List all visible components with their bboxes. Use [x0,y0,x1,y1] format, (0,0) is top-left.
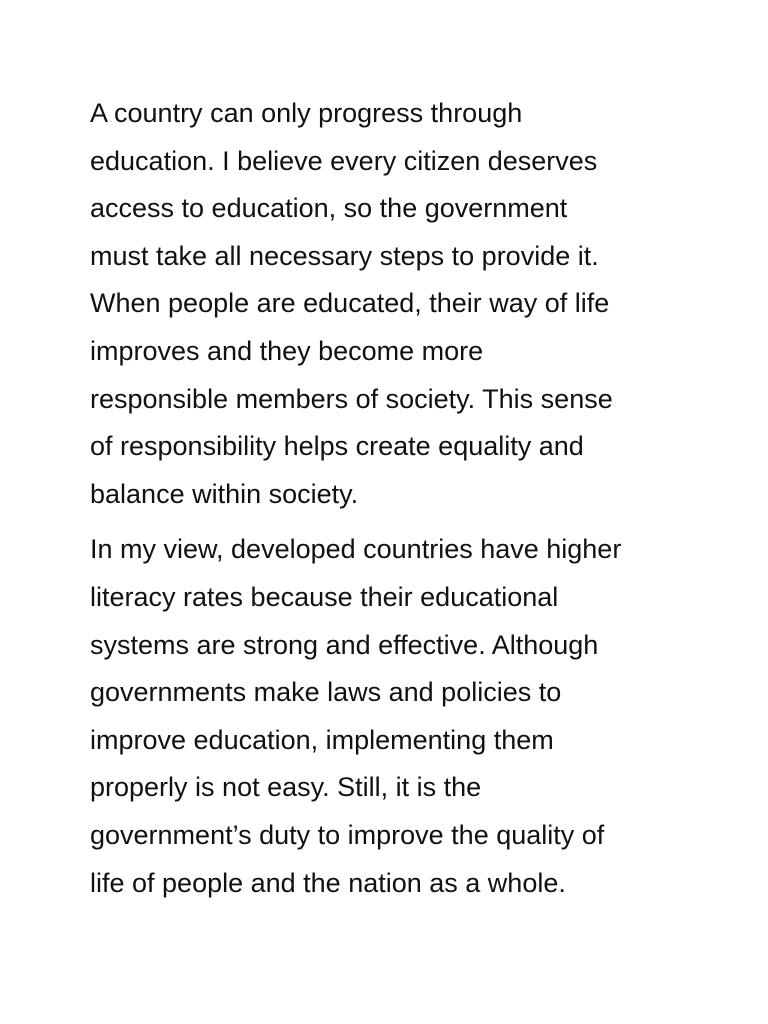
paragraph-2-line-4: governments make laws and policies to [90,677,562,708]
paragraph-2-line-5: improve education, implementing them [90,724,554,755]
paragraph-1-line-3: access to education, so the government [90,193,568,224]
paragraph-2 [90,526,690,907]
paragraph-1-line-4: must take all necessary steps to provide it. [90,240,599,271]
paragraph-2-line-1: In my view, developed countries have higher [90,534,622,565]
paragraph-1 [90,90,690,518]
paragraph-1-line-1: A country can only progress through [90,98,523,128]
paragraph-1-line-9: balance within society. [90,478,359,509]
document-page [90,90,690,907]
paragraph-2-line-6: properly is not easy. Still, it is the [90,772,482,803]
paragraph-1-line-2: education. I believe every citizen deserves [90,145,598,176]
paragraph-1-line-6: improves and they become more [90,335,484,366]
paragraph-2-line-2: literacy rates because their educational [90,581,559,612]
paragraph-1-line-8: of responsibility helps create equality and [90,431,584,462]
paragraph-1-line-5: When people are educated, their way of life [90,288,610,319]
paragraph-2-line-8: life of people and the nation as a whole. [90,867,566,898]
paragraph-2-line-3: systems are strong and effective. Although [90,629,599,660]
paragraph-2-line-7: government’s duty to improve the quality of [90,819,605,850]
paragraph-1-line-7: responsible members of society. This sense [90,383,613,414]
